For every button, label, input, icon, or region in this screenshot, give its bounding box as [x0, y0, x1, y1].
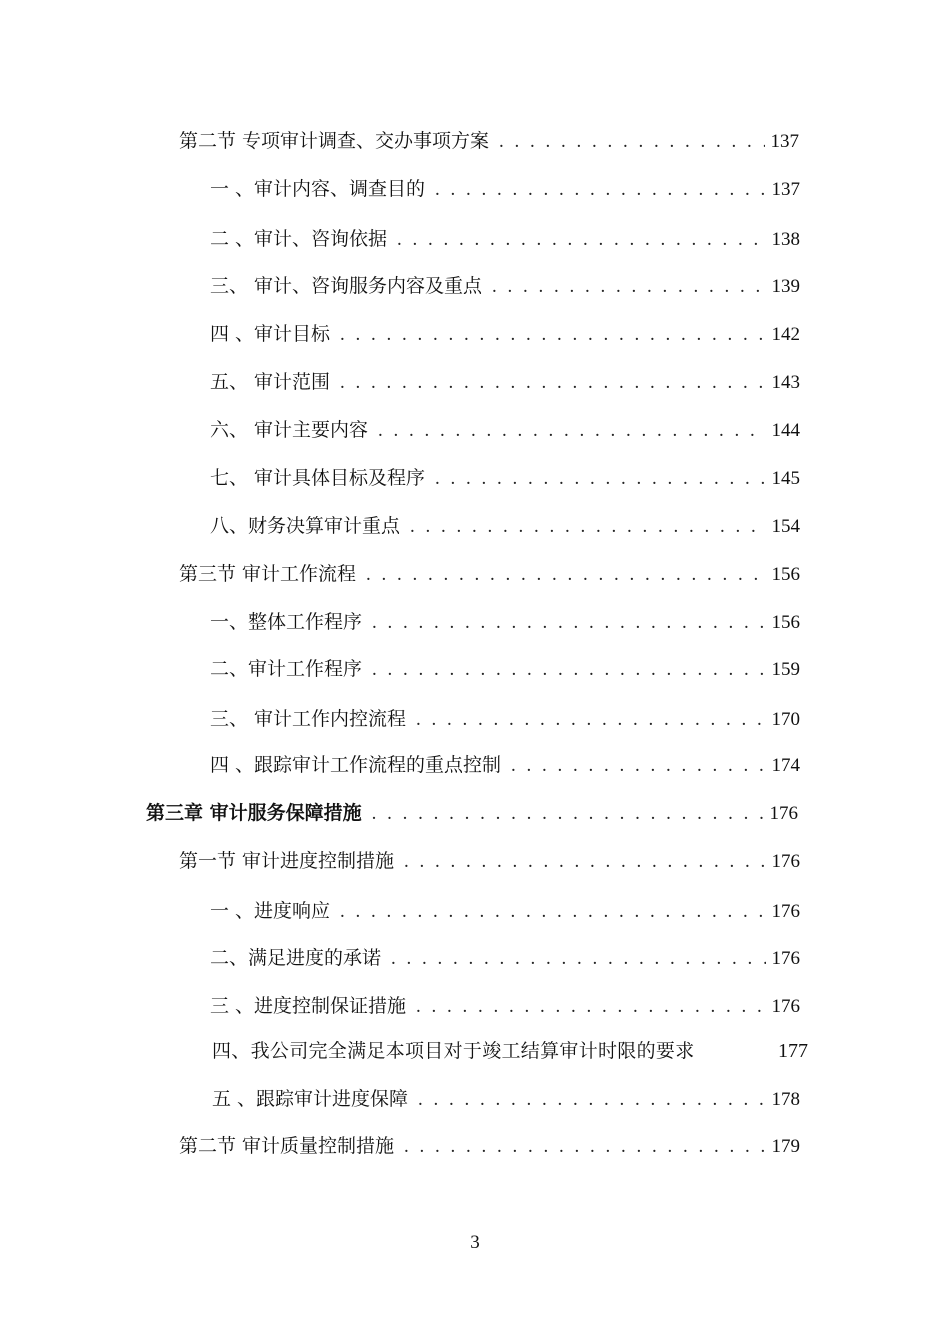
- toc-entry-title: 一 、审计内容、调查目的: [210, 178, 426, 200]
- toc-entry-title: 第一节 审计进度控制措施: [179, 850, 395, 872]
- toc-chapter-heading[interactable]: [146, 799, 798, 827]
- toc-entry-title: 六、 审计主要内容: [210, 419, 369, 441]
- toc-section-heading[interactable]: [179, 127, 799, 155]
- toc-dot-leader: [410, 513, 765, 541]
- toc-page-number: 139: [771, 276, 800, 297]
- toc-entry[interactable]: [210, 272, 800, 300]
- toc-dot-leader: [416, 706, 765, 734]
- toc-dot-leader: [340, 321, 765, 349]
- toc-entry[interactable]: [210, 175, 800, 203]
- toc-dot-leader: [511, 752, 765, 780]
- toc-entry-title: 三 、进度控制保证措施: [210, 995, 407, 1017]
- toc-entry[interactable]: [210, 944, 800, 972]
- toc-page-number: 176: [771, 901, 800, 922]
- toc-page-number: 176: [769, 803, 798, 824]
- toc-dot-leader: [340, 898, 765, 926]
- toc-entry-title: 第二节 审计质量控制措施: [179, 1135, 395, 1157]
- toc-entry[interactable]: [210, 897, 800, 925]
- toc-dot-leader: [435, 176, 765, 204]
- toc-page-number: 143: [771, 372, 800, 393]
- toc-page-number: 142: [771, 324, 800, 345]
- toc-entry[interactable]: [212, 1085, 800, 1113]
- toc-entry[interactable]: [210, 655, 800, 683]
- toc-dot-leader: [372, 800, 764, 828]
- toc-dot-leader: [340, 369, 765, 397]
- toc-entry-title: 七、 审计具体目标及程序: [210, 467, 426, 489]
- toc-page-number: 179: [771, 1136, 800, 1157]
- toc-dot-leader: [397, 226, 765, 254]
- toc-section-heading[interactable]: [179, 847, 800, 875]
- toc-dot-leader: [404, 848, 765, 876]
- toc-entry-title: 五 、跟踪审计进度保障: [212, 1088, 409, 1110]
- toc-entry-title: 二、审计工作程序: [210, 658, 363, 680]
- toc-page-number: 137: [770, 131, 799, 152]
- toc-page-number: 176: [771, 948, 800, 969]
- toc-entry[interactable]: [210, 992, 800, 1020]
- toc-entry-title: 二 、审计、咨询依据: [210, 228, 388, 250]
- toc-entry-title: 四、我公司完全满足本项目对于竣工结算审计时限的要求: [212, 1040, 695, 1062]
- toc-dot-leader: [418, 1086, 765, 1114]
- toc-page-number: 154: [771, 516, 800, 537]
- toc-section-heading[interactable]: [179, 560, 800, 588]
- toc-page-number: 178: [771, 1089, 800, 1110]
- toc-page-number: 144: [771, 420, 800, 441]
- toc-entry-title: 第三节 审计工作流程: [179, 563, 357, 585]
- toc-entry[interactable]: [210, 320, 800, 348]
- toc-page-number: 176: [771, 851, 800, 872]
- toc-dot-leader: [416, 993, 765, 1021]
- toc-entry-title: 四 、审计目标: [210, 323, 331, 345]
- toc-entry-title: 四 、跟踪审计工作流程的重点控制: [210, 754, 502, 776]
- toc-entry-title: 第二节 专项审计调查、交办事项方案: [179, 130, 490, 152]
- toc-entry[interactable]: [210, 368, 800, 396]
- toc-page-number: 177: [778, 1040, 808, 1062]
- toc-section-heading[interactable]: [179, 1132, 800, 1160]
- toc-entry[interactable]: [210, 225, 800, 253]
- page-footer-number: 3: [470, 1232, 480, 1253]
- toc-entry[interactable]: [212, 1037, 808, 1065]
- toc-dot-leader: [404, 1133, 765, 1161]
- toc-entry[interactable]: [210, 705, 800, 733]
- toc-dot-leader: [378, 417, 765, 445]
- toc-page-number: 138: [771, 229, 800, 250]
- toc-page-number: 170: [771, 709, 800, 730]
- toc-entry-title: 三、 审计、咨询服务内容及重点: [210, 275, 483, 297]
- toc-page-number: 159: [771, 659, 800, 680]
- toc-page-number: 145: [771, 468, 800, 489]
- toc-entry-title: 二、满足进度的承诺: [210, 947, 382, 969]
- toc-entry-title: 八、财务决算审计重点: [210, 515, 401, 537]
- toc-dot-leader: [366, 561, 765, 589]
- toc-entry-title: 三、 审计工作内控流程: [210, 708, 407, 730]
- toc-entry-title: 一 、进度响应: [210, 900, 331, 922]
- toc-entry[interactable]: [210, 512, 800, 540]
- toc-dot-leader: [391, 945, 765, 973]
- toc-page-number: 174: [771, 755, 800, 776]
- toc-entry[interactable]: [210, 608, 800, 636]
- toc-page-number: 137: [771, 179, 800, 200]
- toc-entry[interactable]: [210, 464, 800, 492]
- toc-dot-leader: [499, 128, 764, 156]
- toc-page-number: 156: [771, 564, 800, 585]
- toc-entry-title: 五、 审计范围: [210, 371, 331, 393]
- toc-dot-leader: [492, 273, 765, 301]
- toc-entry[interactable]: [210, 751, 800, 779]
- toc-dot-leader: [372, 609, 765, 637]
- toc-entry-title: 第三章 审计服务保障措施: [146, 802, 362, 824]
- toc-dot-leader: [372, 656, 765, 684]
- toc-entry-title: 一、整体工作程序: [210, 611, 363, 633]
- toc-page-number: 156: [771, 612, 800, 633]
- toc-page-number: 176: [771, 996, 800, 1017]
- toc-dot-leader: [435, 465, 765, 493]
- toc-entry[interactable]: [210, 416, 800, 444]
